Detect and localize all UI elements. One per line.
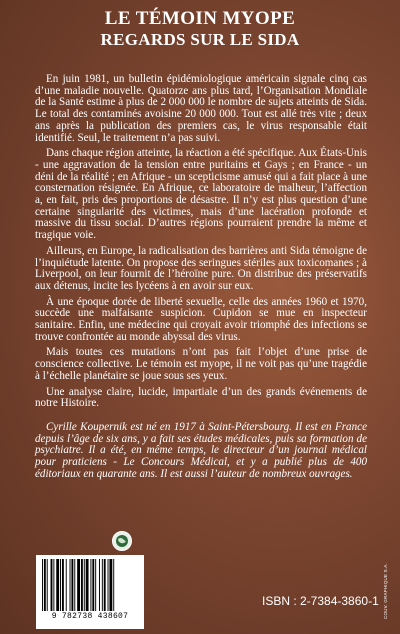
globe-icon [115, 534, 129, 548]
author-bio: Cyrille Koupernik est né en 1917 à Saint-Pétersbourg. Il est en France depuis l’âge de six ans, y a fait ses études médicales, puis sa formation de psychiatre. Il a été, en même temps, le directeur d’un journal médical pour praticiens - Le Concours Médical, et y a publié plus de 400 éditoriaux en quarante ans. Il est aussi l’auteur de nombreux ouvrages. [35, 420, 367, 480]
blurb-paragraph-5: Mais toutes ces mutations n’ont pas fait l’objet d’une prise de conscience collective. Le témoin est myope, il ne voit pas qu’une tragédie à l’échelle planétaire se joue sous ses yeux. [35, 346, 367, 382]
isbn: ISBN : 2-7384-3860-1 [262, 594, 379, 608]
cover-credit: COUV. GRAPHIQUE S.A. [383, 563, 388, 619]
publisher-logo-icon [112, 531, 132, 551]
book-title: LE TÉMOIN MYOPE [104, 8, 296, 29]
barcode [36, 555, 144, 629]
barcode-bars [42, 559, 138, 611]
blurb-paragraph-2: Dans chaque région atteinte, la réaction a été spécifique. Aux États-Unis - une aggravation de la tension entre puritains et Gays ; en France - un déni de la réalité ; en Afrique - un scepticisme amusé qui a fait place à une consternation résignée. En Afrique, ce laboratoire de malheur, l’affection a, en fait, pris des proportions de désastre. Il n’y est plus question d’une certaine singularité des victimes, mais d’une lacération profonde et massive du tissu social. D’autres régions pourraient prendre la même et tragique voie. [35, 147, 367, 242]
blurb-paragraph-6: Une analyse claire, lucide, impartiale d’un des grands événements de notre Histoire. [35, 385, 367, 410]
blurb-paragraph-3: Ailleurs, en Europe, la radicalisation des barrières anti Sida témoigne de l’inquiétude latente. On propose des seringues stériles aux toxicomanes ; à Liverpool, on leur fournit de l’héroïne pure. On distribue des préservatifs aux détenus, incite les lycéens à en avoir sur eux. [35, 244, 367, 292]
barcode-number: 9 782738 438607 [51, 612, 129, 621]
book-subtitle: REGARDS SUR LE SIDA [100, 30, 300, 49]
blurb-paragraph-4: À une époque dorée de liberté sexuelle, celle des années 1960 et 1970, succède une malfaisante suspicion. Cupidon se mue en inspecteur sanitaire. Enfin, une médecine qui croyait avoir triomphé des infections se trouve confrontée au monde abyssal des virus. [35, 295, 367, 343]
blurb-paragraph-1: En juin 1981, un bulletin épidémiologique américain signale cinq cas d’une maladie nouvelle. Quatorze ans plus tard, l’Organisation Mondiale de la Santé estime à plus de 2 000 000 le nombre de sujets atteints de Sida. Le total des contaminés avoisine 20 000 000. Tout est allé très vite ; deux ans après la publication des premiers cas, le virus responsable était identifié. Seul, le traitement n’a pas suivi. [35, 73, 367, 144]
book-title-block [0, 8, 400, 50]
blurb-text [35, 74, 367, 485]
